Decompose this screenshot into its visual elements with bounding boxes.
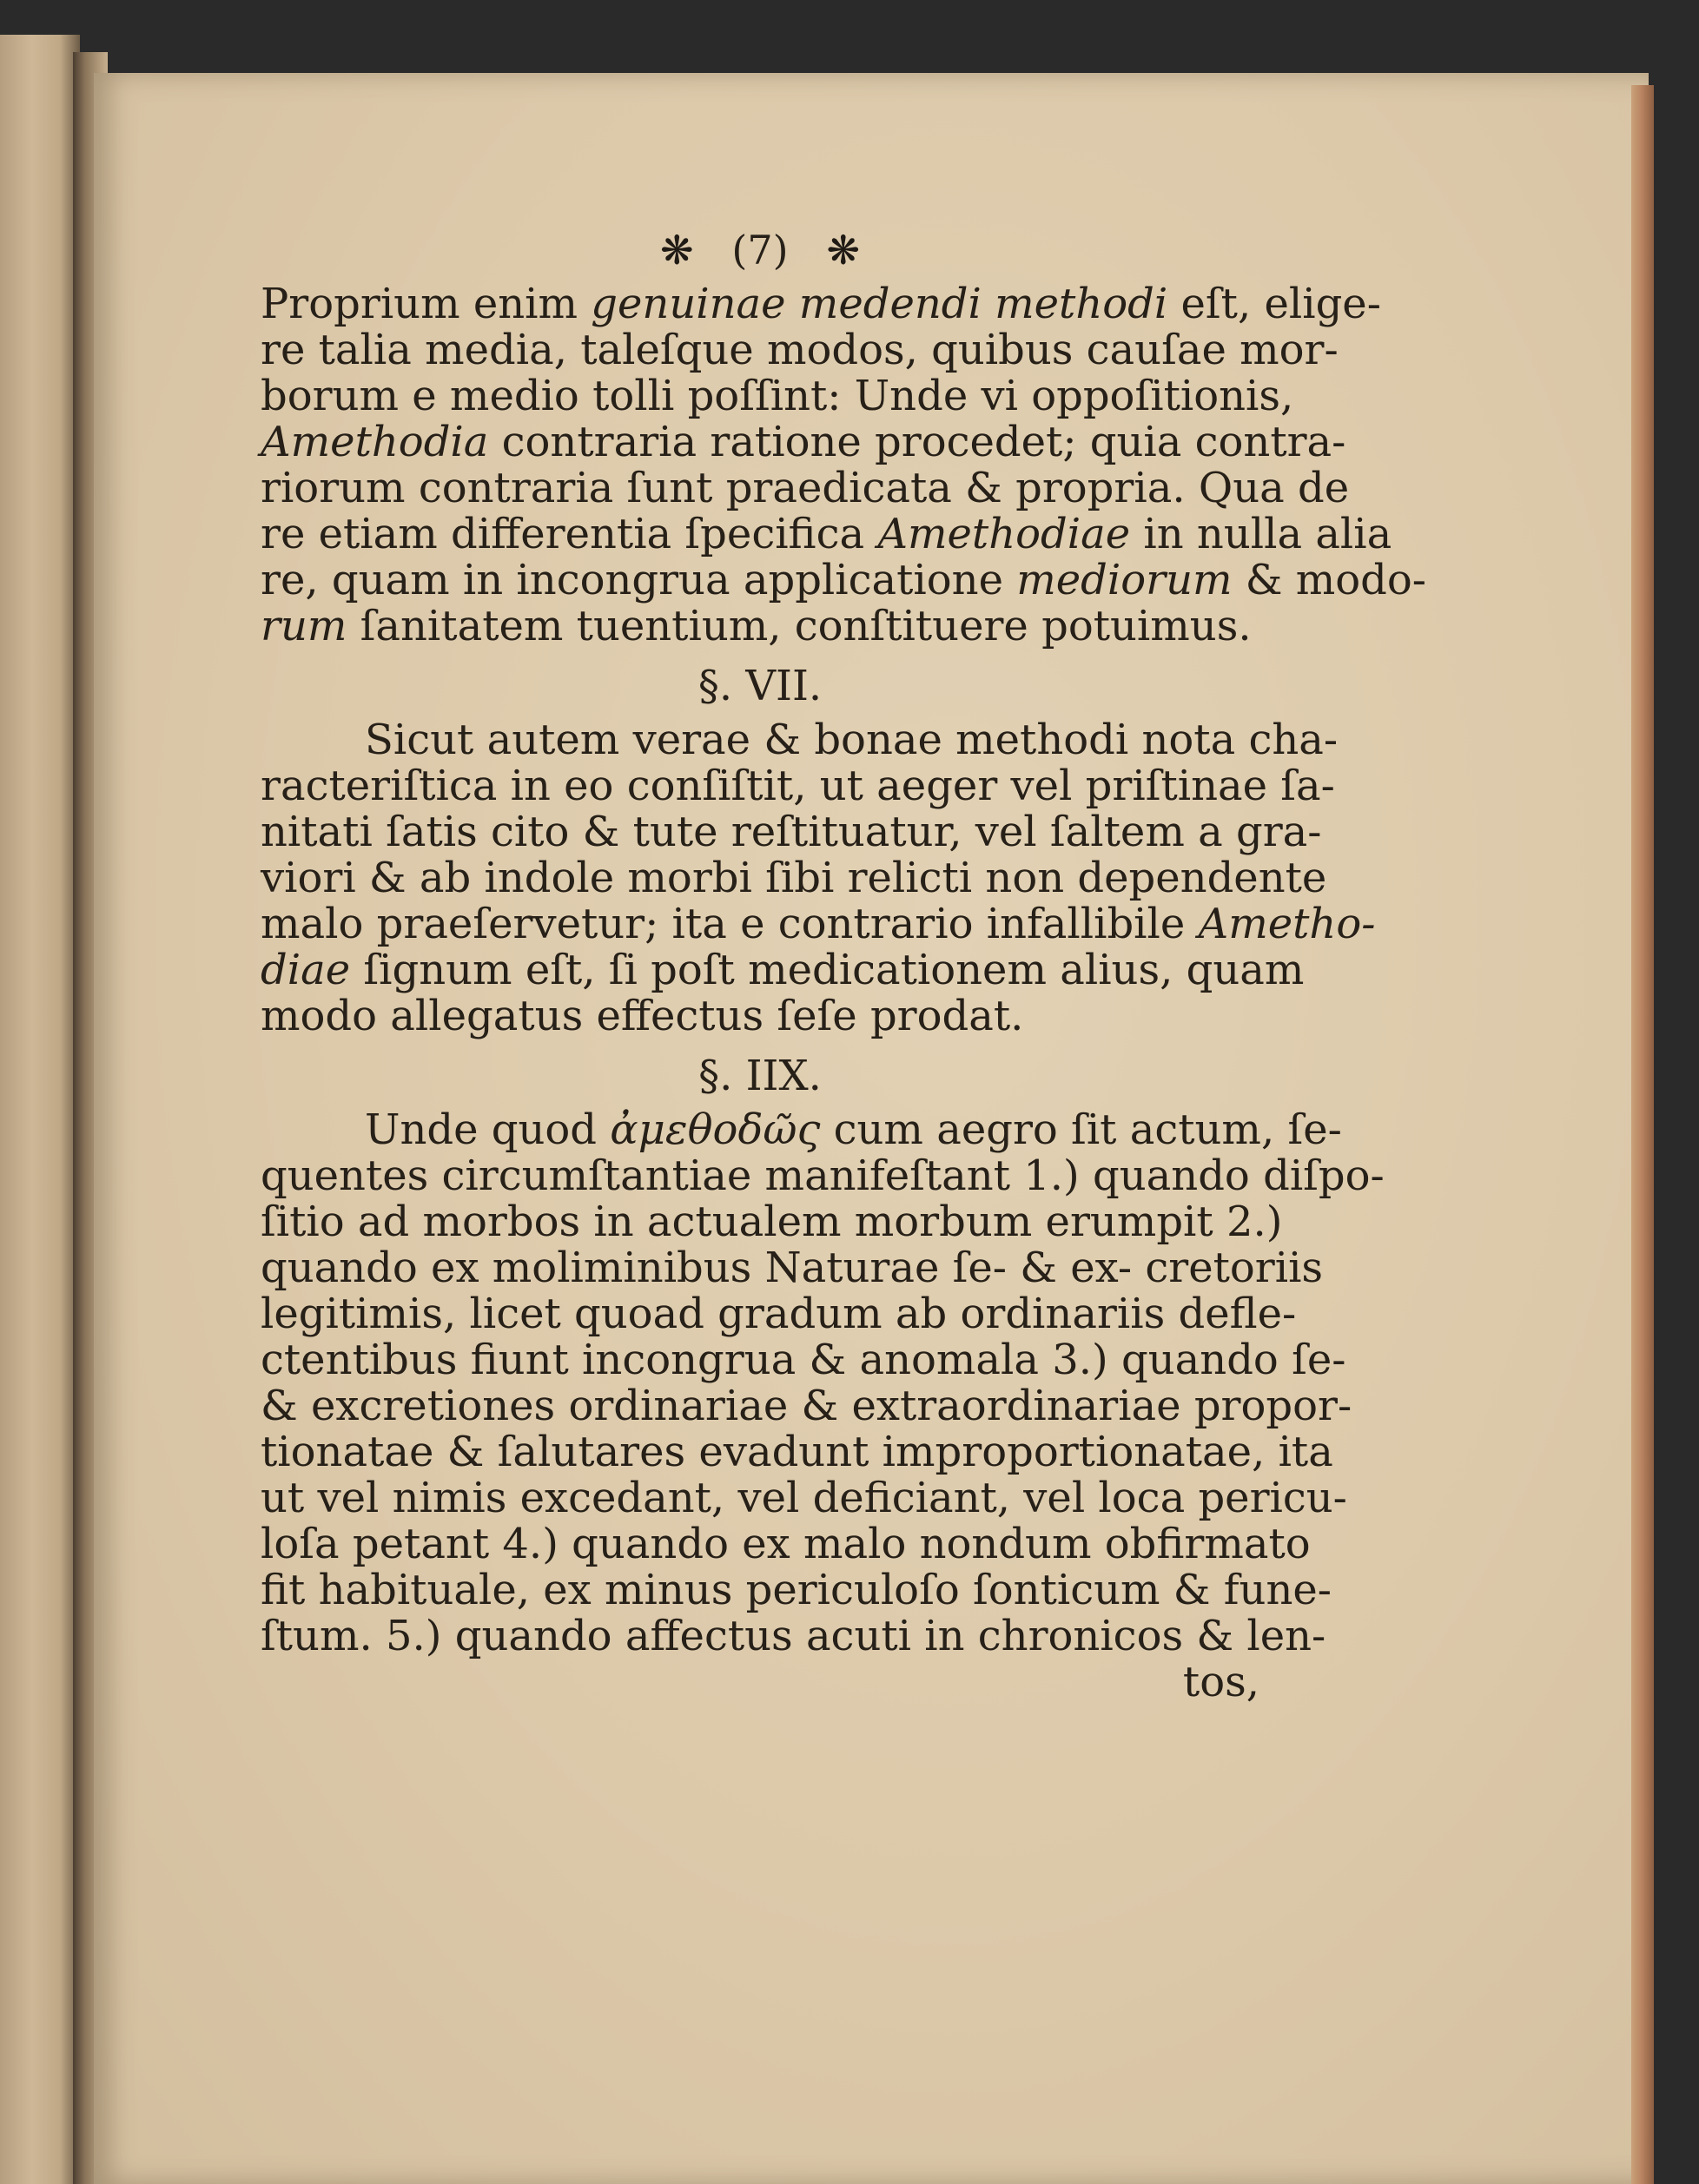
running-header	[261, 224, 1259, 276]
paragraph-2	[261, 716, 1376, 1040]
page-number: (7)	[731, 227, 789, 274]
paragraph-3	[261, 1105, 1385, 1706]
text-line: rum ſanitatem tuentium, conſtituere potuimus.	[261, 602, 1252, 650]
text-line: re, quam in incongrua applicatione mediorum & modo-	[261, 556, 1427, 604]
text-line: fit habituale, ex minus periculoſo ſonticum & fune-	[261, 1566, 1332, 1614]
page-text	[261, 224, 1427, 1706]
text-line: malo praeſervetur; ita e contrario infallibile Ametho-	[261, 900, 1376, 948]
section-heading-8: §. IIX.	[698, 1052, 822, 1100]
facing-page-edge	[0, 35, 80, 2184]
text-line: riorum contraria ſunt praedicata & propria. Qua de	[261, 464, 1350, 512]
flower-ornament-icon: ❋	[659, 227, 694, 274]
text-line: & excretiones ordinariae & extraordinariae propor-	[261, 1382, 1352, 1430]
text-line: diae ſignum eſt, ſi poſt medicationem alius, quam	[261, 946, 1305, 994]
text-line: re etiam differentia ſpecifica Amethodiae in nulla alia	[261, 510, 1392, 558]
text-line: Sicut autem verae & bonae methodi nota cha-	[365, 716, 1339, 764]
text-line: racteriſtica in eo conſiſtit, ut aeger vel priſtinae ſa-	[261, 762, 1335, 810]
section-heading-7: §. VII.	[697, 662, 823, 710]
text-line: tionatae & ſalutares evadunt improportionatae, ita	[261, 1428, 1333, 1476]
text-line: modo allegatus effectus ſeſe prodat.	[261, 992, 1024, 1040]
text-line: nitati ſatis cito & tute reſtituatur, vel ſaltem a gra-	[261, 808, 1322, 856]
text-line: viori & ab indole morbi ſibi relicti non dependente	[261, 854, 1327, 902]
text-line: Proprium enim genuinae medendi methodi eſt, elige-	[261, 280, 1381, 328]
text-line: borum e medio tolli poſſint: Unde vi oppoſitionis,	[261, 372, 1294, 420]
text-line: ut vel nimis excedant, vel deficiant, vel loca pericu-	[261, 1474, 1347, 1522]
text-line: quentes circumſtantiae manifeſtant 1.) quando diſpo-	[261, 1151, 1385, 1200]
catchword: tos,	[1182, 1658, 1259, 1706]
text-line: Amethodia contraria ratione procedet; quia contra-	[261, 418, 1346, 466]
paragraph-1	[261, 280, 1427, 650]
text-line: loſa petant 4.) quando ex malo nondum obfirmato	[261, 1520, 1311, 1568]
page-fore-edge	[1631, 85, 1654, 2184]
text-line: Unde quod ἀμεθοδῶς cum aegro ſit actum, ſe-	[365, 1105, 1342, 1154]
text-line: ſtum. 5.) quando affectus acuti in chronicos & len-	[261, 1612, 1326, 1660]
flower-ornament-icon: ❋	[826, 227, 860, 274]
text-line: quando ex moliminibus Naturae ſe- & ex- cretoriis	[261, 1244, 1324, 1292]
text-line: re talia media, taleſque modos, quibus cauſae mor-	[261, 326, 1339, 374]
text-line: legitimis, licet quoad gradum ab ordinariis defle-	[261, 1290, 1297, 1338]
text-line: ctentibus fiunt incongrua & anomala 3.) quando ſe-	[261, 1336, 1346, 1384]
text-line: ſitio ad morbos in actualem morbum erumpit 2.)	[261, 1198, 1283, 1246]
